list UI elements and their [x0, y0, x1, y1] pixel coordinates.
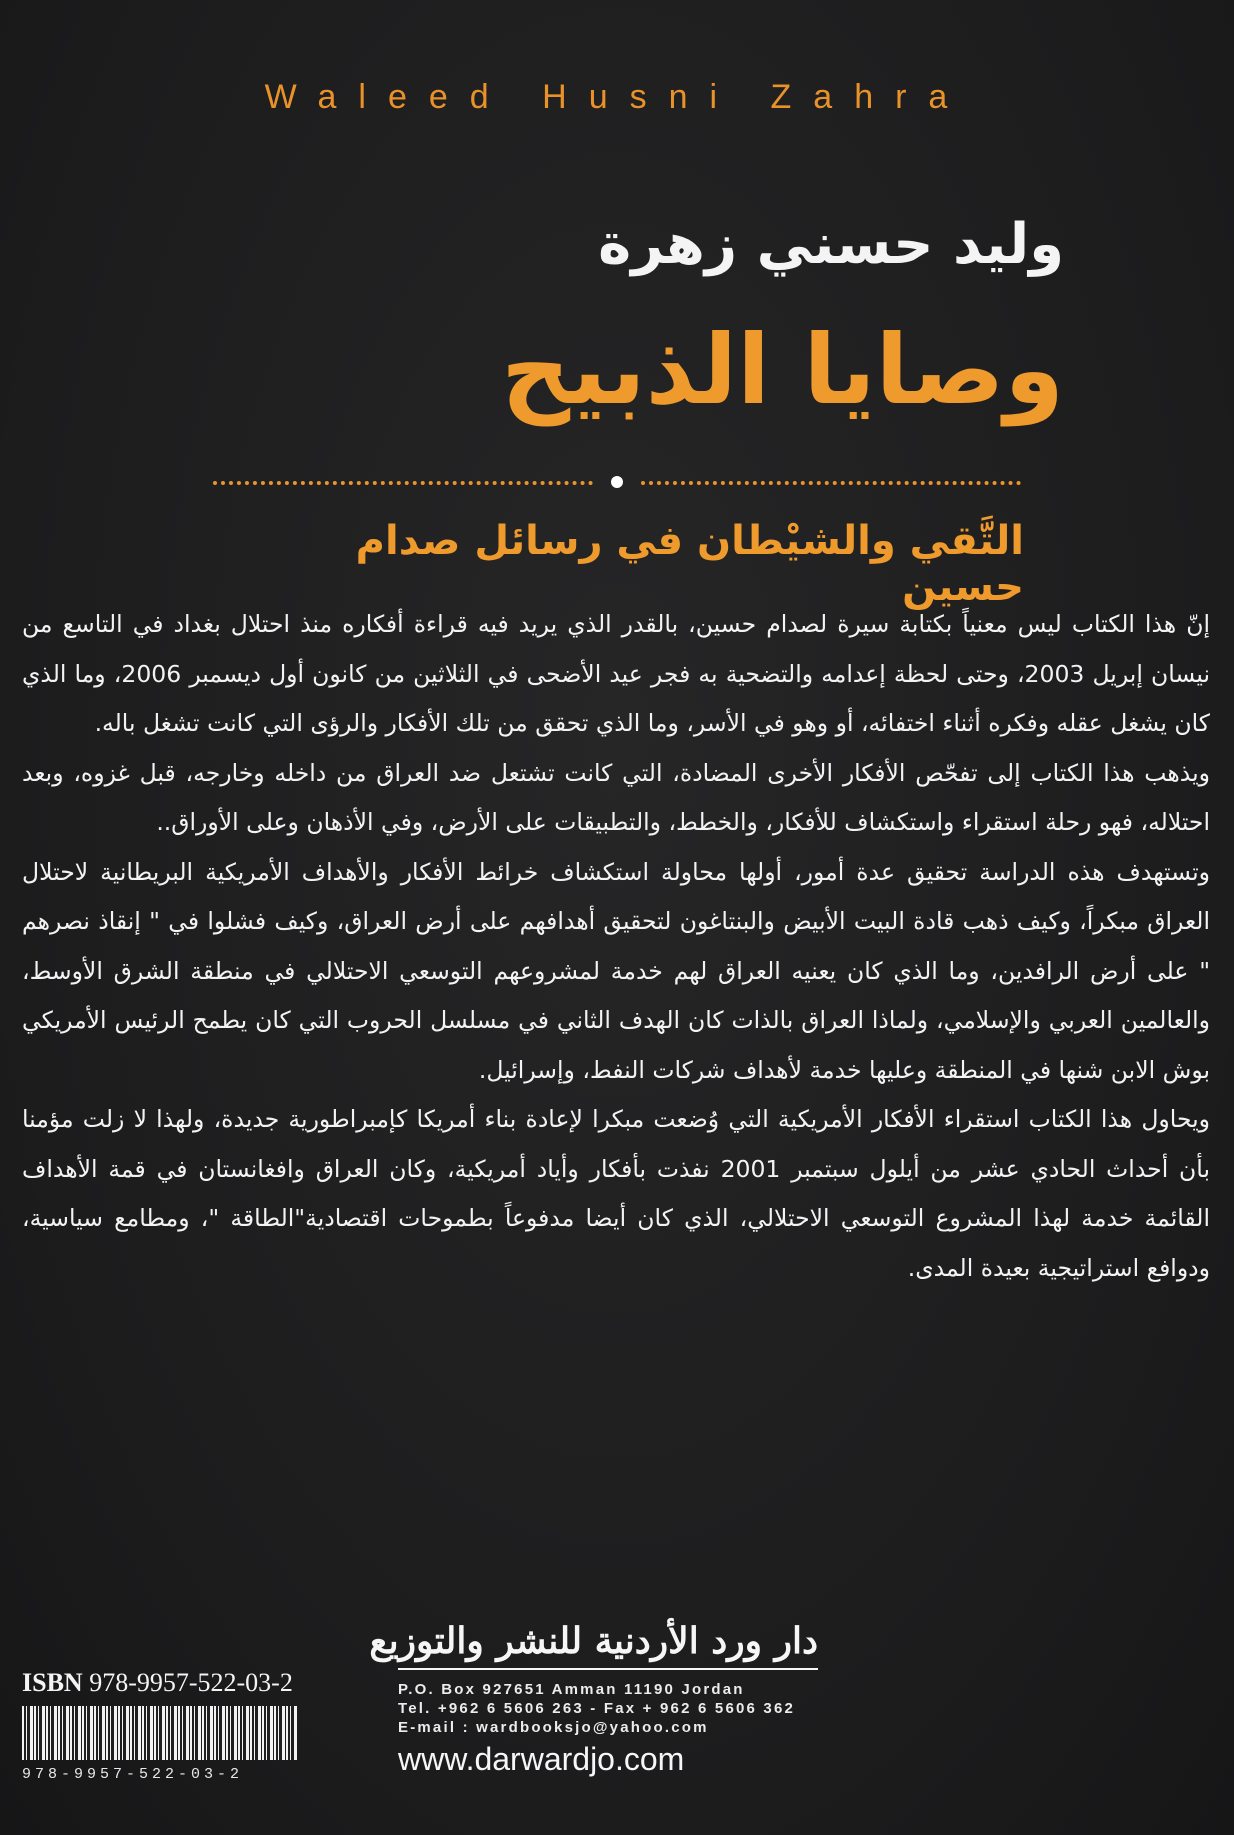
book-title: وصايا الذبيح [501, 314, 1064, 426]
publisher-address: P.O. Box 927651 Amman 11190 Jordan [398, 1681, 745, 1698]
isbn-block [22, 1668, 322, 1783]
divider-dots-right [641, 481, 1021, 485]
dotted-divider [213, 476, 1021, 490]
blurb-text [22, 600, 1210, 1293]
blurb-paragraph-3: وتستهدف هذه الدراسة تحقيق عدة أمور، أولها محاولة استكشاف خرائط الأفكار والأهداف الأمريكية البريطانية لاحتلال العراق مبكراً، وكيف ذهب قادة البيت الأبيض والبنتاغون لتحقيق أهدافهم على أرض العراق، وكيف فشلوا في " إنقاذ نصرهم " على أرض الرافدين، وما الذي كان يعنيه العراق لهم خدمة لمشروعهم التوسعي الاحتلالي في منطقة الشرق الأوسط، والعالمين العربي والإسلامي، ولماذا العراق بالذات كان الهدف الثاني في مسلسل الحروب التي كان يطمح الرئيس الأمريكي بوش الابن شنها في المنطقة وعليها خدمة لأهداف شركات النفط، وإسرائيل. [22, 857, 1210, 1084]
publisher-website: www.darwardjo.com [398, 1741, 685, 1777]
blurb-paragraph-4: ويحاول هذا الكتاب استقراء الأفكار الأمريكية التي وُضعت مبكرا لإعادة بناء أمريكا كإمبراطورية جديدة، ولهذا لا زلت مؤمنا بأن أحداث الحادي عشر من أيلول سبتمبر 2001 نفذت بأفكار وأياد أمريكية، وكان العراق وافغانستان في قمة الأهداف القائمة خدمة لهذا المشروع التوسعي الاحتلالي، الذي كان أيضا مدفوعاً بطموحات اقتصادية"الطاقة "، ومطامع سياسية، ودوافع استراتيجية بعيدة المدى. [22, 1105, 1211, 1282]
author-name-latin: Waleed Husni Zahra [264, 78, 970, 116]
blurb-paragraph-1: إنّ هذا الكتاب ليس معنياً بكتابة سيرة لصدام حسين، بالقدر الذي يريد فيه قراءة أفكاره منذ احتلال بغداد في التاسع من نيسان إبريل 2003، وحتى لحظة إعدامه والتضحية به فجر عيد الأضحى في الثلاثين من كانون أول ديسمبر 2006، وما الذي كان يشغل عقله وفكره أثناء اختفائه، أو وهو في الأسر، وما الذي تحقق من تلك الأفكار والرؤى التي كانت تشغل باله. [22, 610, 1211, 737]
divider-dots-left [213, 481, 593, 485]
author-name-arabic: وليد حسني زهرة [598, 212, 1064, 277]
isbn-number: 978-9957-522-03-2 [89, 1668, 293, 1697]
barcode-digits: 978-9957-522-03-2 [22, 1766, 244, 1783]
publisher-email: E-mail : wardbooksjo@yahoo.com [398, 1719, 709, 1736]
barcode-image [22, 1706, 298, 1760]
isbn-label [22, 1668, 322, 1698]
book-subtitle: التَّقي والشيْطان في رسائل صدام حسين [355, 518, 1024, 610]
publisher-block [369, 1620, 818, 1778]
isbn-prefix: ISBN [22, 1668, 83, 1697]
publisher-phone: Tel. +962 6 5606 263 - Fax + 962 6 5606 362 [398, 1700, 796, 1717]
publisher-logo-name: دار ورد الأردنية للنشر والتوزيع [398, 1620, 818, 1670]
blurb-paragraph-2: ويذهب هذا الكتاب إلى تفحّص الأفكار الأخرى المضادة، التي كانت تشتعل ضد العراق من داخله وخارجه، قبل غزوه، وبعد احتلاله، فهو رحلة استقراء واستكشاف للأفكار، والخطط، والتطبيقات على الأرض، وفي الأذهان وعلى الأوراق.. [22, 758, 1210, 836]
divider-center-dot [611, 476, 623, 488]
